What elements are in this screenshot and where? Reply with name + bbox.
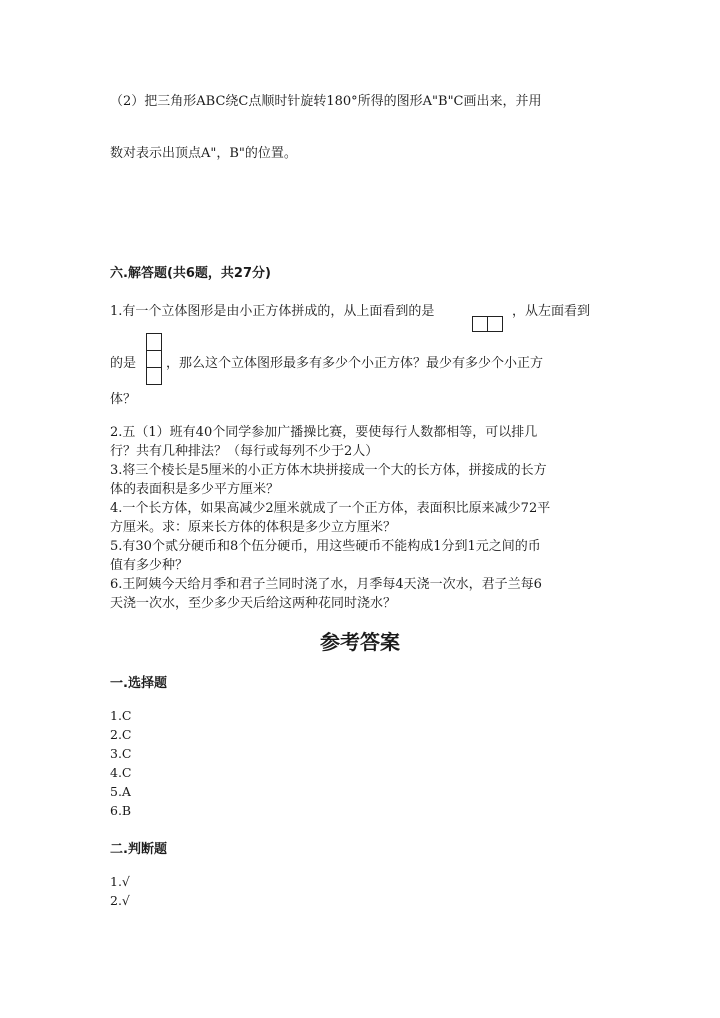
q3-line2: 体的表面积是多少平方厘米？: [110, 482, 280, 497]
q6-line1: 6.王阿姨今天给月季和君子兰同时浇了水，月季每4天浇一次水，君子兰每6: [110, 577, 542, 592]
q2-line1: 2.五（1）班有40个同学参加广播操比赛，要使每行人数都相等，可以排几: [110, 425, 538, 440]
answers-title: 参考答案: [320, 630, 400, 654]
left-view-square: [146, 350, 162, 368]
q1-text-c: 的是: [110, 356, 137, 371]
answer-item: 1.C: [110, 708, 132, 723]
task-part2-line2: 数对表示出顶点A"，B"的位置。: [110, 146, 297, 161]
q5-line2: 值有多少种？: [110, 558, 189, 573]
answer-item: 2.√: [110, 893, 130, 908]
answer-item: 2.C: [110, 727, 132, 742]
answers-section2-heading: 二.判断题: [110, 842, 167, 857]
q5-line1: 5.有30个贰分硬币和8个伍分硬币，用这些硬币不能构成1分到1元之间的币: [110, 539, 541, 554]
q1-text-e: 体？: [110, 392, 137, 407]
top-view-square: [487, 316, 503, 332]
top-view-square: [472, 316, 488, 332]
q3-line1: 3.将三个棱长是5厘米的小正方体木块拼接成一个大的长方体，拼接成的长方: [110, 463, 547, 478]
answer-item: 6.B: [110, 803, 132, 818]
q1-text-d: ，那么这个立体图形最多有多少个小正方体？最少有多少个小正方: [166, 356, 544, 371]
task-part2-line1: （2）把三角形ABC绕C点顺时针旋转180°所得的图形A"B"C画出来，并用: [110, 94, 542, 109]
answer-item: 3.C: [110, 746, 132, 761]
answer-item: 1.√: [110, 874, 130, 889]
q2-line2: 行？共有几种排法？（每行或每列不少于2人）: [110, 444, 379, 459]
left-view-square: [146, 333, 162, 351]
top-view-figure: [472, 316, 503, 332]
left-view-square: [146, 367, 162, 385]
section6-heading: 六.解答题(共6题，共27分): [110, 266, 271, 281]
left-view-figure: [146, 333, 162, 385]
q4-line2: 方厘米。求：原来长方体的体积是多少立方厘米？: [110, 520, 397, 535]
q1-text-a: 1.有一个立体图形是由小正方体拼成的，从上面看到的是: [110, 304, 435, 319]
answer-item: 4.C: [110, 765, 132, 780]
q6-line2: 天浇一次水，至少多少天后给这两种花同时浇水？: [110, 596, 397, 611]
q4-line1: 4.一个长方体，如果高减少2厘米就成了一个正方体，表面积比原来减少72平: [110, 501, 551, 516]
answers-section1-heading: 一.选择题: [110, 676, 167, 691]
q1-text-b: ，从左面看到: [512, 304, 591, 319]
answer-item: 5.A: [110, 784, 131, 799]
